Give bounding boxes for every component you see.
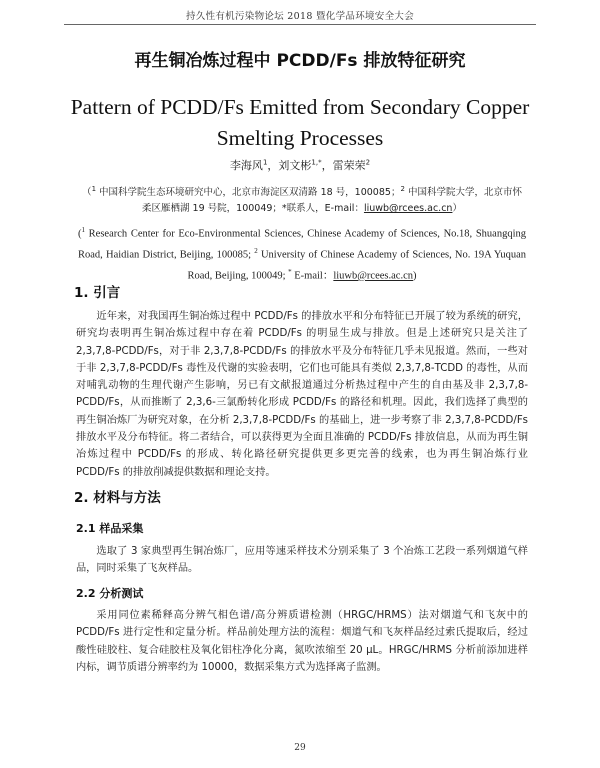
affil-en-sup2: 2	[254, 247, 258, 255]
author-sep-2: ，	[321, 159, 333, 172]
affil-cn-part1: 中国科学院生态环境研究中心，北京市海淀区双清路 18 号，100085；	[96, 187, 401, 199]
author-sep-1: ，	[267, 159, 279, 172]
affil-cn-email-link[interactable]: liuwb@rcees.ac.cn	[363, 203, 453, 215]
section-heading-methods: 2. 材料与方法	[74, 490, 161, 506]
header-rule	[64, 24, 536, 25]
author-1-sup: 1	[262, 158, 268, 167]
affil-cn-part2: 中国科学院大学，北京市怀柔区雁栖湖 19 号院，100049；*联系人，E-mail：	[142, 187, 522, 215]
affil-en-sup1: 1	[81, 226, 85, 234]
subsection-heading-analysis: 2.2 分析测试	[76, 587, 144, 600]
analysis-paragraph: 采用同位素稀释高分辨气相色谱/高分辨质谱检测（HRGC/HRMS）法对烟道气和飞灰中的 PCDD/Fs 进行定性和定量分析。样品前处理方法的流程：烟道气和飞灰样品经过索氏提取后，经过酸性硅胶柱、复合硅胶柱及氧化铝柱净化分离，氮吹浓缩至 20 μL。HRGC/HRMS 分析前添加进样内标，调节质谱分辨率约为 10000，数据采集方式为选择离子监测。	[76, 610, 528, 673]
author-2-name: 刘文彬	[278, 159, 312, 172]
title-chinese: 再生铜冶炼过程中 PCDD/Fs 排放特征研究	[134, 51, 466, 71]
affil-en-open: (	[78, 228, 82, 240]
author-3-sup: 2	[365, 158, 371, 167]
subsection-heading-sampling: 2.1 样品采集	[76, 522, 144, 535]
introduction-paragraph: 近年来，对我国再生铜冶炼过程中 PCDD/Fs 的排放水平和分布特征已开展了较为系统的研究，研究均表明再生铜冶炼过程中存在着 PCDD/Fs 的明显生成与排放。但是上述研究只是关注了 2,3,7,8-PCDD/Fs，对于非 2,3,7,8-PCDD/Fs 的排放水平及分布特征几乎未见报道。然而，一些对于非 2,3,7,8-PCDD/Fs 毒性及代谢的实验表明，它们也可能具有类似 2,3,7,8-TCDD 的毒性，从而对哺乳动物的生理代谢产生影响，另已有文献报道通过分析热过程中产生的自由基及非 2,3,7,8-PCDD/Fs，从而推断了 2,3,6-三氯酚转化形成 PCDD/Fs 的路径和机理。因此，我们选择了典型的再生铜冶炼厂为研究对象，在分析 2,3,7,8-PCDD/Fs 的基础上，进一步考察了非 2,3,7,8-PCDD/Fs 排放水平及分布特征。将二者结合，可以获得更为全面且准确的 PCDD/Fs 排放信息，从而为再生铜冶炼过程中 PCDD/Fs 的形成、转化路径研究提供更多更完善的线索，也为再生铜冶炼行业 PCDD/Fs 的排放削减提供数据和理论支持。	[76, 311, 528, 478]
author-3-name: 雷荣荣	[332, 159, 366, 172]
affil-cn-sup2: 2	[400, 185, 405, 193]
page-number: 29	[294, 743, 306, 753]
affil-en-part2: University of Chinese Academy of Sciences, No. 19A Yuquan Road, Beijing, 100049;	[187, 249, 527, 282]
affiliation-english	[78, 222, 526, 285]
author-list	[0, 157, 600, 173]
affil-en-part3: E-mail：	[291, 270, 334, 282]
affil-en-close: )	[412, 270, 417, 282]
running-header: 持久性有机污染物论坛 2018 暨化学品环境安全大会	[185, 11, 415, 22]
affil-cn-sup1: 1	[91, 185, 97, 193]
affil-cn-close: ）	[452, 203, 462, 215]
affiliation-chinese	[78, 181, 526, 217]
affil-en-email-link[interactable]: liuwb@rcees.ac.cn	[333, 270, 413, 282]
title-english: Pattern of PCDD/Fs Emitted from Secondary Copper Smelting Processes	[70, 95, 530, 150]
affil-en-part1: Research Center for Eco-Environmental Sciences, Chinese Academy of Sciences, No.18, Shuangqing Road, Haidian District, Beijing, 100085;	[78, 228, 526, 261]
sampling-paragraph: 选取了 3 家典型再生铜冶炼厂，应用等速采样技术分别采集了 3 个冶炼工艺段一系列烟道气样品，同时采集了飞灰样品。	[76, 546, 528, 575]
section-heading-introduction: 1. 引言	[74, 285, 121, 301]
author-2-sup: 1,*	[311, 158, 322, 167]
affil-cn-open: （	[82, 187, 92, 199]
affil-en-star: *	[288, 268, 292, 276]
author-1-name: 李海风	[229, 159, 263, 172]
